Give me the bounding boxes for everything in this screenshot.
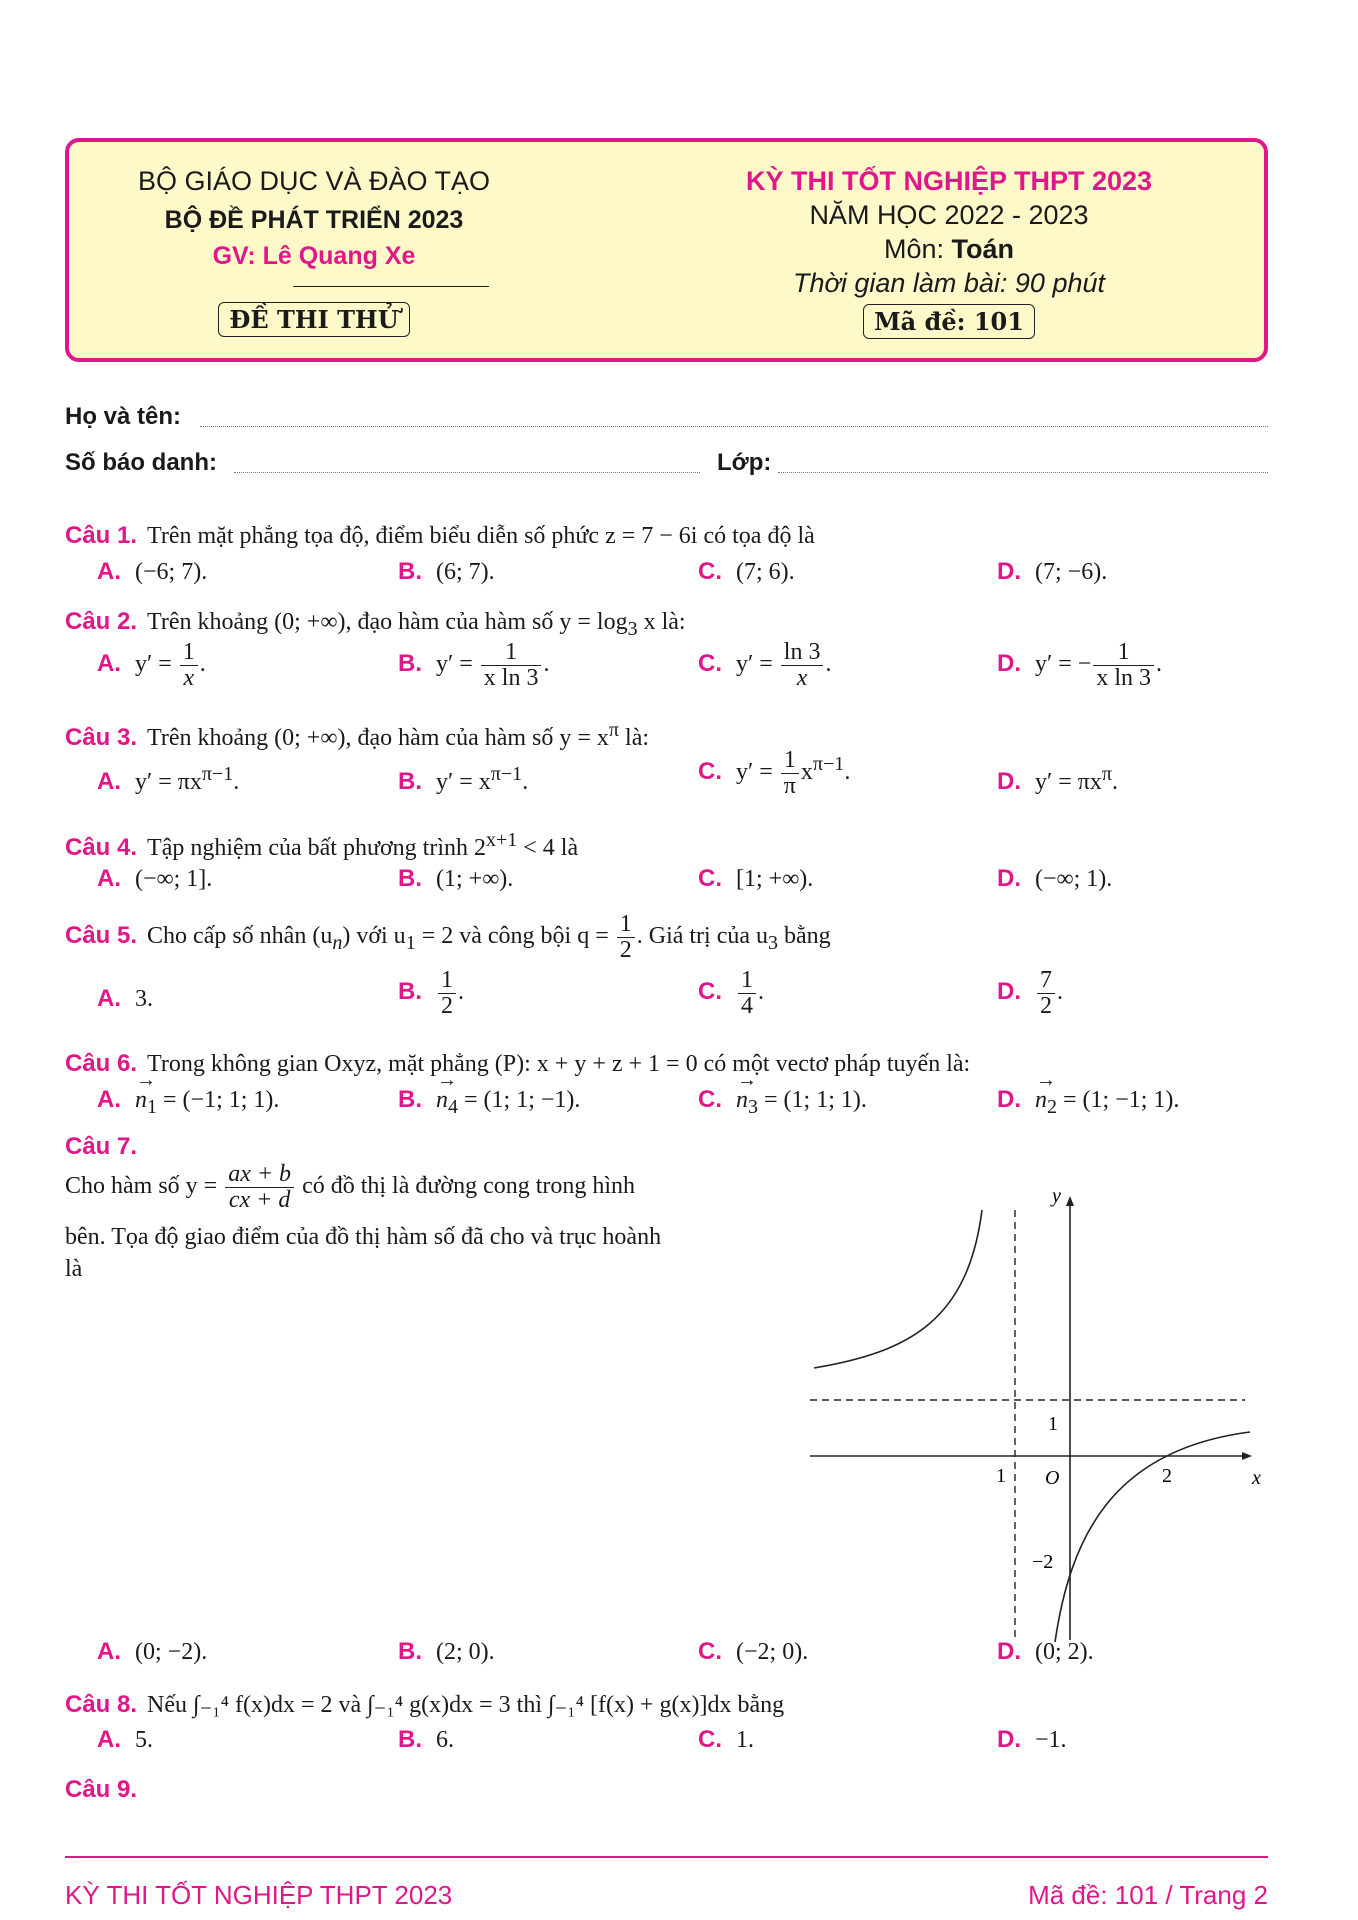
q2-option-a[interactable]: A. y′ = $\frac{1}{x}$ . [97,639,206,692]
question-9: Câu 9. [65,1776,138,1803]
subject-label: Môn: [883,234,952,264]
name-field[interactable] [200,426,1268,427]
q2-option-d[interactable]: D. y′ = − $\frac{1}{\text{x ln 3}}$ . [997,639,1162,692]
id-field[interactable] [234,472,700,473]
question-4: Câu 4. Tập nghiệm của bất phương trình $2^{x+1} < 4$ là [65,829,579,861]
class-label: Lớp: [717,449,772,476]
question-8: Câu 8. Nếu ∫₋₁⁴ f(x)dx = 2 và ∫₋₁⁴ g(x)dx = 3 thì ∫₋₁⁴ [f(x) + g(x)]dx bằng [65,1691,785,1718]
q2-option-b[interactable]: B. y′ = $\frac{1}{\text{x ln 3}}$ . [398,639,550,692]
q1-option-d[interactable]: D. (7; −6). [997,558,1108,585]
school-year: NĂM HỌC 2022 - 2023 [809,200,1089,230]
q6-option-c[interactable]: $C.\to n_3 = (1$; 1; 1). [698,1086,867,1119]
question-label: Câu 1. [65,522,138,549]
question-3: Câu 3. Trên khoảng (0; +∞), đạo hàm của hàm số $y = x^\pi$ là: [65,719,650,751]
question-7-stem-line2: bên. Tọa độ giao điểm của đồ thị hàm số đã cho và trục hoành [65,1224,662,1250]
name-label: Họ và tên: [65,403,182,430]
q1-option-b[interactable]: B. (6; 7). [398,558,495,585]
q8-option-a[interactable]: A. 5. [97,1726,153,1753]
q5-option-b[interactable]: B. $\frac{1}{2}$ . [398,967,464,1020]
q4-option-a[interactable]: A. (−∞; 1]. [97,865,213,892]
q1-option-a[interactable]: A. (−6; 7). [97,558,208,585]
x-axis-arrow [1242,1452,1252,1460]
question-5: Câu 5. Cho cấp số nhân $(u_n)$ với $u_1 = 2$ và công bội q = $\frac{1}{2}$ . Giá trị của $u_3$ bằng [65,911,831,964]
q4-option-d[interactable]: D. (−∞; 1). [997,865,1113,892]
footer-exam-name: KỲ THI TỐT NGHIỆP THPT 2023 [65,1880,453,1910]
q7-option-d[interactable]: D. (0; 2). [997,1638,1094,1665]
q8-option-b[interactable]: B. 6. [398,1726,454,1753]
collection-name: BỘ ĐỀ PHÁT TRIỂN 2023 [164,206,464,234]
question-1 [65,522,815,550]
x-intercept-label: 2 [1162,1465,1172,1487]
origin-label: O [1045,1467,1060,1489]
y-axis-label: y [1052,1185,1061,1207]
exam-header [65,138,1268,362]
x-axis-label: x [1252,1467,1261,1489]
class-field[interactable] [778,472,1268,473]
footer-rule [65,1856,1268,1858]
q3-option-d[interactable]: D. $y' = \pi x^\pi$. [997,763,1119,795]
footer-page-info: Mã đề: 101 / Trang 2 [1028,1880,1268,1910]
q2-option-c[interactable]: C. y′ = $\frac{\ln 3}{x}$ . [698,639,832,692]
q8-option-c[interactable]: C. 1. [698,1726,754,1753]
question-stem: Trên mặt phẳng tọa độ, điểm biểu diễn số phức z = 7 − 6i có tọa độ là [147,523,815,549]
graph-right-branch [1055,1432,1250,1642]
q5-option-a[interactable]: A. 3. [97,985,153,1012]
question-2: Câu 2. Trên khoảng (0; +∞), đạo hàm của hàm số $y = \log_3 x$ là: [65,608,686,640]
y-intercept-label: −2 [1032,1551,1054,1573]
exam-name: KỲ THI TỐT NGHIỆP THPT 2023 [745,166,1153,196]
q8-option-d[interactable]: D. −1. [997,1726,1067,1753]
q4-option-c[interactable]: C. [1; +∞). [698,865,814,892]
y-axis-arrow [1066,1196,1074,1206]
header-divider [293,286,489,287]
y-asymptote-label: 1 [1048,1413,1058,1435]
q7-option-b[interactable]: B. (2; 0). [398,1638,495,1665]
function-graph [800,1180,1270,1650]
duration: Thời gian làm bài: 90 phút [792,268,1105,298]
q5-option-c[interactable]: C. $\frac{1}{4}$ . [698,967,764,1020]
q6-option-b[interactable]: $B.\to n_4 = (1$; 1; −1). [398,1086,580,1119]
question-7-stem: Cho hàm số y = $\frac{ax + b}{cx + d}$ có đồ thị là đường cong trong hình [65,1161,636,1214]
question-7: Câu 7. [65,1133,138,1160]
question-7-stem-line3: là [65,1256,83,1282]
q5-option-d[interactable]: D. $\frac{7}{2}$ . [997,967,1063,1020]
teacher-name: GV: Lê Quang Xe [212,242,416,270]
q3-option-b[interactable]: B. $y' = x^{\pi-1}$. [398,763,529,795]
q4-option-b[interactable]: B. (1; +∞). [398,865,514,892]
subject-value: Toán [951,234,1015,264]
id-label: Số báo danh: [65,449,217,476]
exam-type-badge: ĐỀ THI THỬ [218,302,409,337]
subject-line [669,234,1229,265]
q7-option-a[interactable]: A. (0; −2). [97,1638,208,1665]
q6-option-a[interactable]: $A.\to n_1 = (-1$; 1; 1). [97,1086,279,1119]
q3-option-a[interactable]: A. $y' = \pi x^{\pi-1}$. [97,763,240,795]
question-6: Câu 6. Trong không gian Oxyz, mặt phẳng (P): x + y + z + 1 = 0 có một vectơ pháp tuyến là: [65,1050,971,1077]
graph-left-branch [814,1210,982,1368]
ministry-name: BỘ GIÁO DỤC VÀ ĐÀO TẠO [137,166,491,196]
exam-code-badge: Mã đề: 101 [863,304,1035,339]
q7-option-c[interactable]: C. (−2; 0). [698,1638,809,1665]
q3-option-c[interactable]: C. y′ = $\frac{1}{\pi}$ $x^{\pi-1}$. [698,747,851,800]
q6-option-d[interactable]: $D.\to n_2 = (1$; −1; 1). [997,1086,1179,1119]
x-asymptote-label: 1 [996,1465,1006,1487]
q1-option-c[interactable]: C. (7; 6). [698,558,795,585]
